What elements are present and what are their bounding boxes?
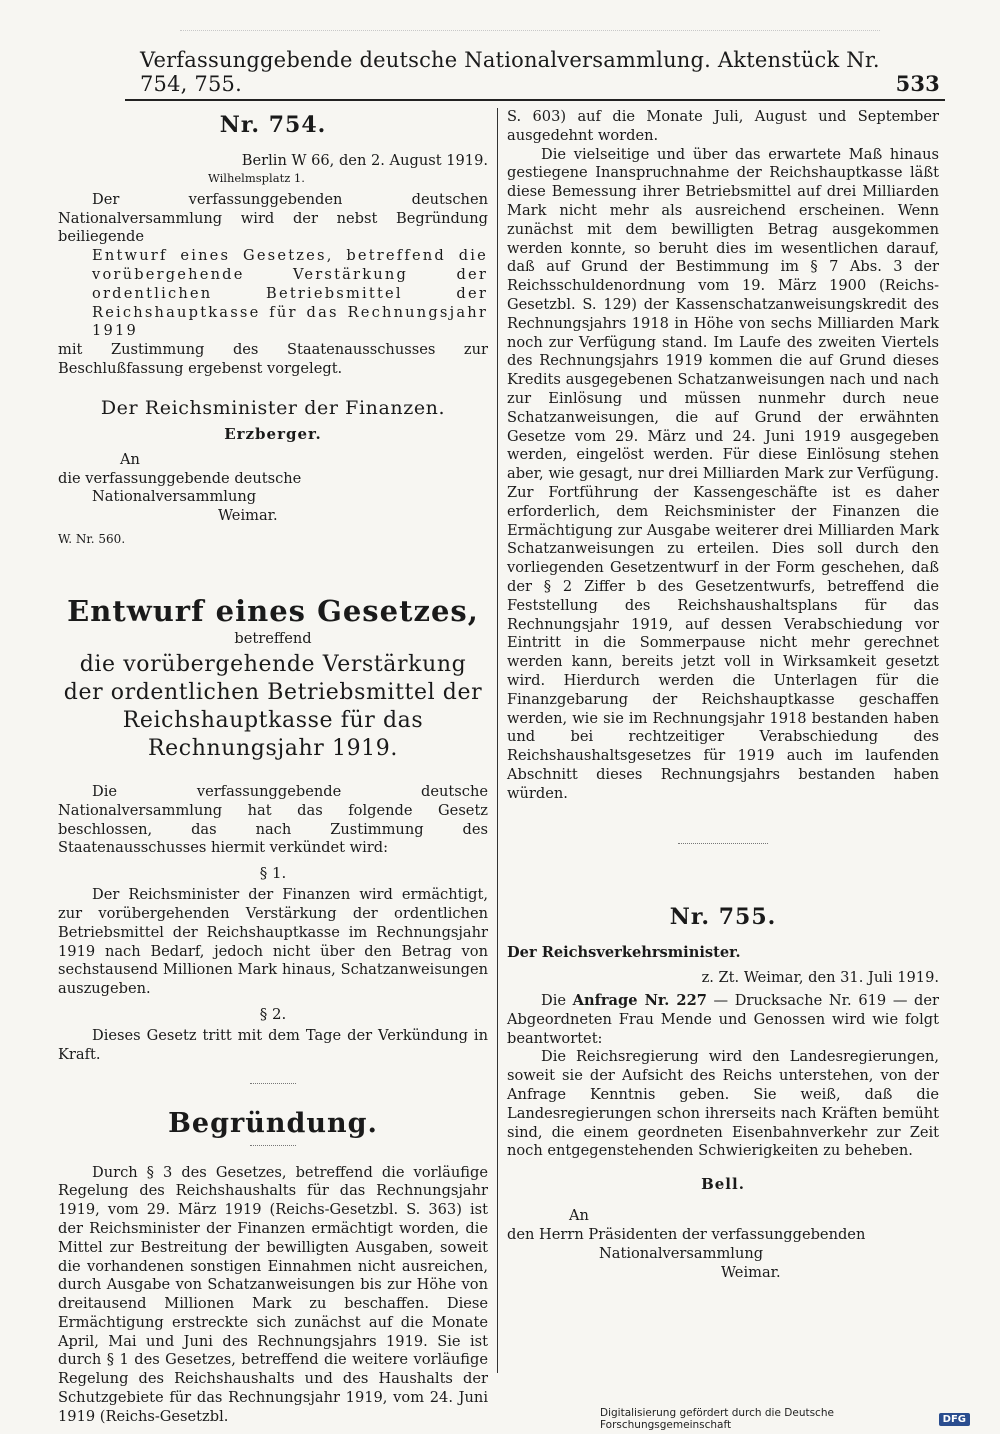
doc754-doc-number: W. Nr. 560. (58, 531, 126, 546)
section-2-number: § 2. (259, 1004, 287, 1023)
doc755-intro-prefix: Die (541, 992, 567, 1010)
column-divider (497, 108, 498, 1373)
begruendung-paragraph-2: Die vielseitige und über das erwartete Maß hinaus gestiegene Inanspruchnahme der Reichshauptkasse läßt diese Bemessung ihrer Betriebsmittel auf drei Milliarden Mark nicht mehr als ausreichend erscheinen. Wenn zunächst mit dem bewilligten Betrag ausgekommen werden konnte, so beruht dies im wesentlichen darauf, daß auf Grund der Bestimmung im § 7 Abs. 3 der Reichsschuldenordnung vom 19. März 1900 (Reichs-Gesetzbl. S. 129) der Kassenschatzanweisungskredit des Rechnungsjahrs 1918 in Höhe von sechs Milliarden Mark noch zur Verfügung stand. Im Laufe des zweiten Viertels des Rechnungsjahrs 1919 kommen die auf Grund dieses Kredits ausgegebenen Schatzanweisungen nach und nach zur Einlösung und müssen nunmehr durch neue Schatzanweisungen, die auf Grund der erwähnten Gesetze vom 29. März und 24. Juni 1919 ausgegeben werden, eingelöst werden. Für diese Einlösung stehen aber, wie gesagt, nur drei Milliarden Mark zur Verfügung. Zur Fortführung der Kassengeschäfte ist es daher erforderlich, dem Reichsminister der Finanzen die Ermächtigung zur Ausgabe weiterer drei Milliarden Mark Schatzanweisungen zu erteilen. Dies soll durch den vorliegenden Gesetzentwurf in der Form geschehen, daß der § 2 Ziffer b des Gesetzentwurfs, betreffend die Feststellung des Reichshaushaltsplans für das Rechnungsjahr 1919, auf dessen Verabschiedung vor Eintritt in die Sommerpause nicht mehr gerechnet werden kann, bereits jetzt voll in Wirksamkeit gesetzt wird. Hierdurch werden die Unterlagen für die Finanzgebarung der Reichshauptkasse geschaffen werden, wie sie im Rechnungsjahr 1918 bestanden haben und bei rechtzeitiger Verabschiedung des Reichshaushaltsgesetzes für 1919 auch im laufenden Abschnitt dieses Rechnungsjahrs bestanden haben würden. (507, 145, 939, 802)
footer-text: Digitalisierung gefördert durch die Deutsche Forschungsgemeinschaft (600, 1407, 834, 1431)
doc754-dateline: Berlin W 66, den 2. August 1919. (241, 152, 488, 169)
begruendung-paragraph-1-start: Durch § 3 des Gesetzes, betreffend die vorläufige Regelung des Reichshaushalts für das Rechnungsjahr 1919, vom 29. März 1919 (Reichs-Gesetzbl. S. 363) ist der Reichsminister der Finanzen ermächtigt worden, die Mittel zur Bestreitung der bewilligten Ausgaben, soweit die vorhandenen sonstigen Einnahmen nicht ausreichen, durch Ausgabe von Schatzanweisungen bis zur Höhe von dreitausend Millionen Mark zu beschaffen. Diese Ermächtigung erstreckte sich zunächst auf die Monate April, Mai und Juni des Rechnungsjahrs 1919. Sie ist durch § 1 des Gesetzes, betreffend die weitere vorläufige Regelung des Reichshaushalts und des Haushalts der Schutzgebiete für das Rechnungsjahr 1919, vom 24. Juni 1919 (Reichs-Gesetzbl. (58, 1163, 488, 1425)
law-betreffend: betreffend (234, 629, 312, 647)
law-preamble: Die verfassunggebende deutsche Nationalversammlung hat das folgende Gesetz beschlossen, das nach Zustimmung des Staatenausschusses hiermit verkündet wird: (58, 782, 488, 857)
doc755-intro-rest: — Drucksache Nr. 619 — der Abgeordneten Frau Mende und Genossen wird wie folgt beantwortet: (507, 992, 940, 1047)
doc755-intro (507, 992, 939, 1048)
digitization-footer (600, 1407, 970, 1431)
law-title: Entwurf eines Gesetzes, (67, 593, 479, 628)
page-number: 533 (895, 71, 940, 96)
dfg-logo-icon: DFG (939, 1413, 970, 1426)
doc754-minister: Der Reichsminister der Finanzen. (100, 396, 446, 419)
law-subject: die vorübergehende Verstärkung der ordentlichen Betriebsmittel der Reichshauptkasse für das Rechnungsjahr 1919. (63, 651, 483, 761)
doc754-address-line: Wilhelmsplatz 1. (208, 170, 305, 185)
running-header (140, 48, 940, 96)
doc755-number: Nr. 755. (669, 904, 777, 931)
section-2-text: Dieses Gesetz tritt mit dem Tage der Verkündung in Kraft. (58, 1026, 488, 1063)
doc754-signature: Erzberger. (224, 424, 322, 443)
section-separator (250, 1083, 296, 1084)
doc754-recipient-line-4: Weimar. (218, 507, 278, 525)
doc755-dateline: z. Zt. Weimar, den 31. Juli 1919. (701, 969, 939, 987)
doc755-sender: Der Reichsverkehrsminister. (507, 944, 741, 962)
doc754-recipient-line-3: Nationalversammlung (92, 488, 257, 506)
doc754-submission: mit Zustimmung des Staatenausschusses zur Beschlußfassung ergebenst vorgelegt. (58, 341, 488, 377)
doc755-inquiry: Anfrage Nr. 227 (572, 992, 707, 1010)
doc755-recipient-line-4: Weimar. (721, 1263, 781, 1281)
doc755-signature: Bell. (701, 1175, 745, 1194)
running-header-title: Verfassunggebende deutsche Nationalversammlung. Aktenstück Nr. 754, 755. (140, 48, 880, 96)
doc755-recipient-line-1: An (569, 1207, 589, 1225)
begruendung-paragraph-1-end: S. 603) auf die Monate Juli, August und September ausgedehnt worden. (507, 108, 939, 144)
section-1-number: § 1. (259, 864, 287, 883)
doc754-intro: Der verfassunggebenden deutschen Nationalversammlung wird der nebst Begründung beiliegende (58, 190, 488, 246)
doc755-recipient-line-2: den Herrn Präsidenten der verfassunggebenden (507, 1226, 866, 1244)
right-column (507, 108, 939, 1282)
doc754-number: Nr. 754. (219, 112, 327, 138)
header-rule (125, 99, 945, 101)
scan-artifact (180, 30, 880, 31)
document-separator (678, 843, 768, 844)
section-1-text: Der Reichsminister der Finanzen wird ermächtigt, zur vorübergehenden Verstärkung der ordentlichen Betriebsmittel der Reichshauptkasse im Rechnungsjahr 1919 nach Bedarf, jedoch nicht über den Betrag von sechstausend Millionen Mark hinaus, Schatzanweisungen auszugeben. (58, 886, 488, 998)
doc754-recipient-line-2: die verfassunggebende deutsche (58, 469, 302, 487)
doc754-entwurf-title: Entwurf eines Gesetzes, betreffend die vorübergehende Verstärkung der ordentlichen Betriebsmittel der Reichshauptkasse für das Rechnungsjahr 1919 (92, 247, 488, 340)
begruendung-separator (250, 1145, 296, 1146)
doc755-body: Die Reichsregierung wird den Landesregierungen, soweit sie der Aufsicht des Reichs unterstehen, von der Anfrage Kenntnis geben. Sie weiß, daß die Landesregierungen schon ihrerseits nach Kräften bemüht sind, die einem geordneten Eisenbahnverkehr zur Zeit noch entgegenstehenden Schwierigkeiten zu beheben. (507, 1048, 939, 1160)
begruendung-title: Begründung. (168, 1107, 378, 1139)
doc754-recipient-line-1: An (120, 450, 140, 468)
left-column (58, 108, 488, 1427)
doc755-recipient-line-3: Nationalversammlung (599, 1244, 764, 1262)
